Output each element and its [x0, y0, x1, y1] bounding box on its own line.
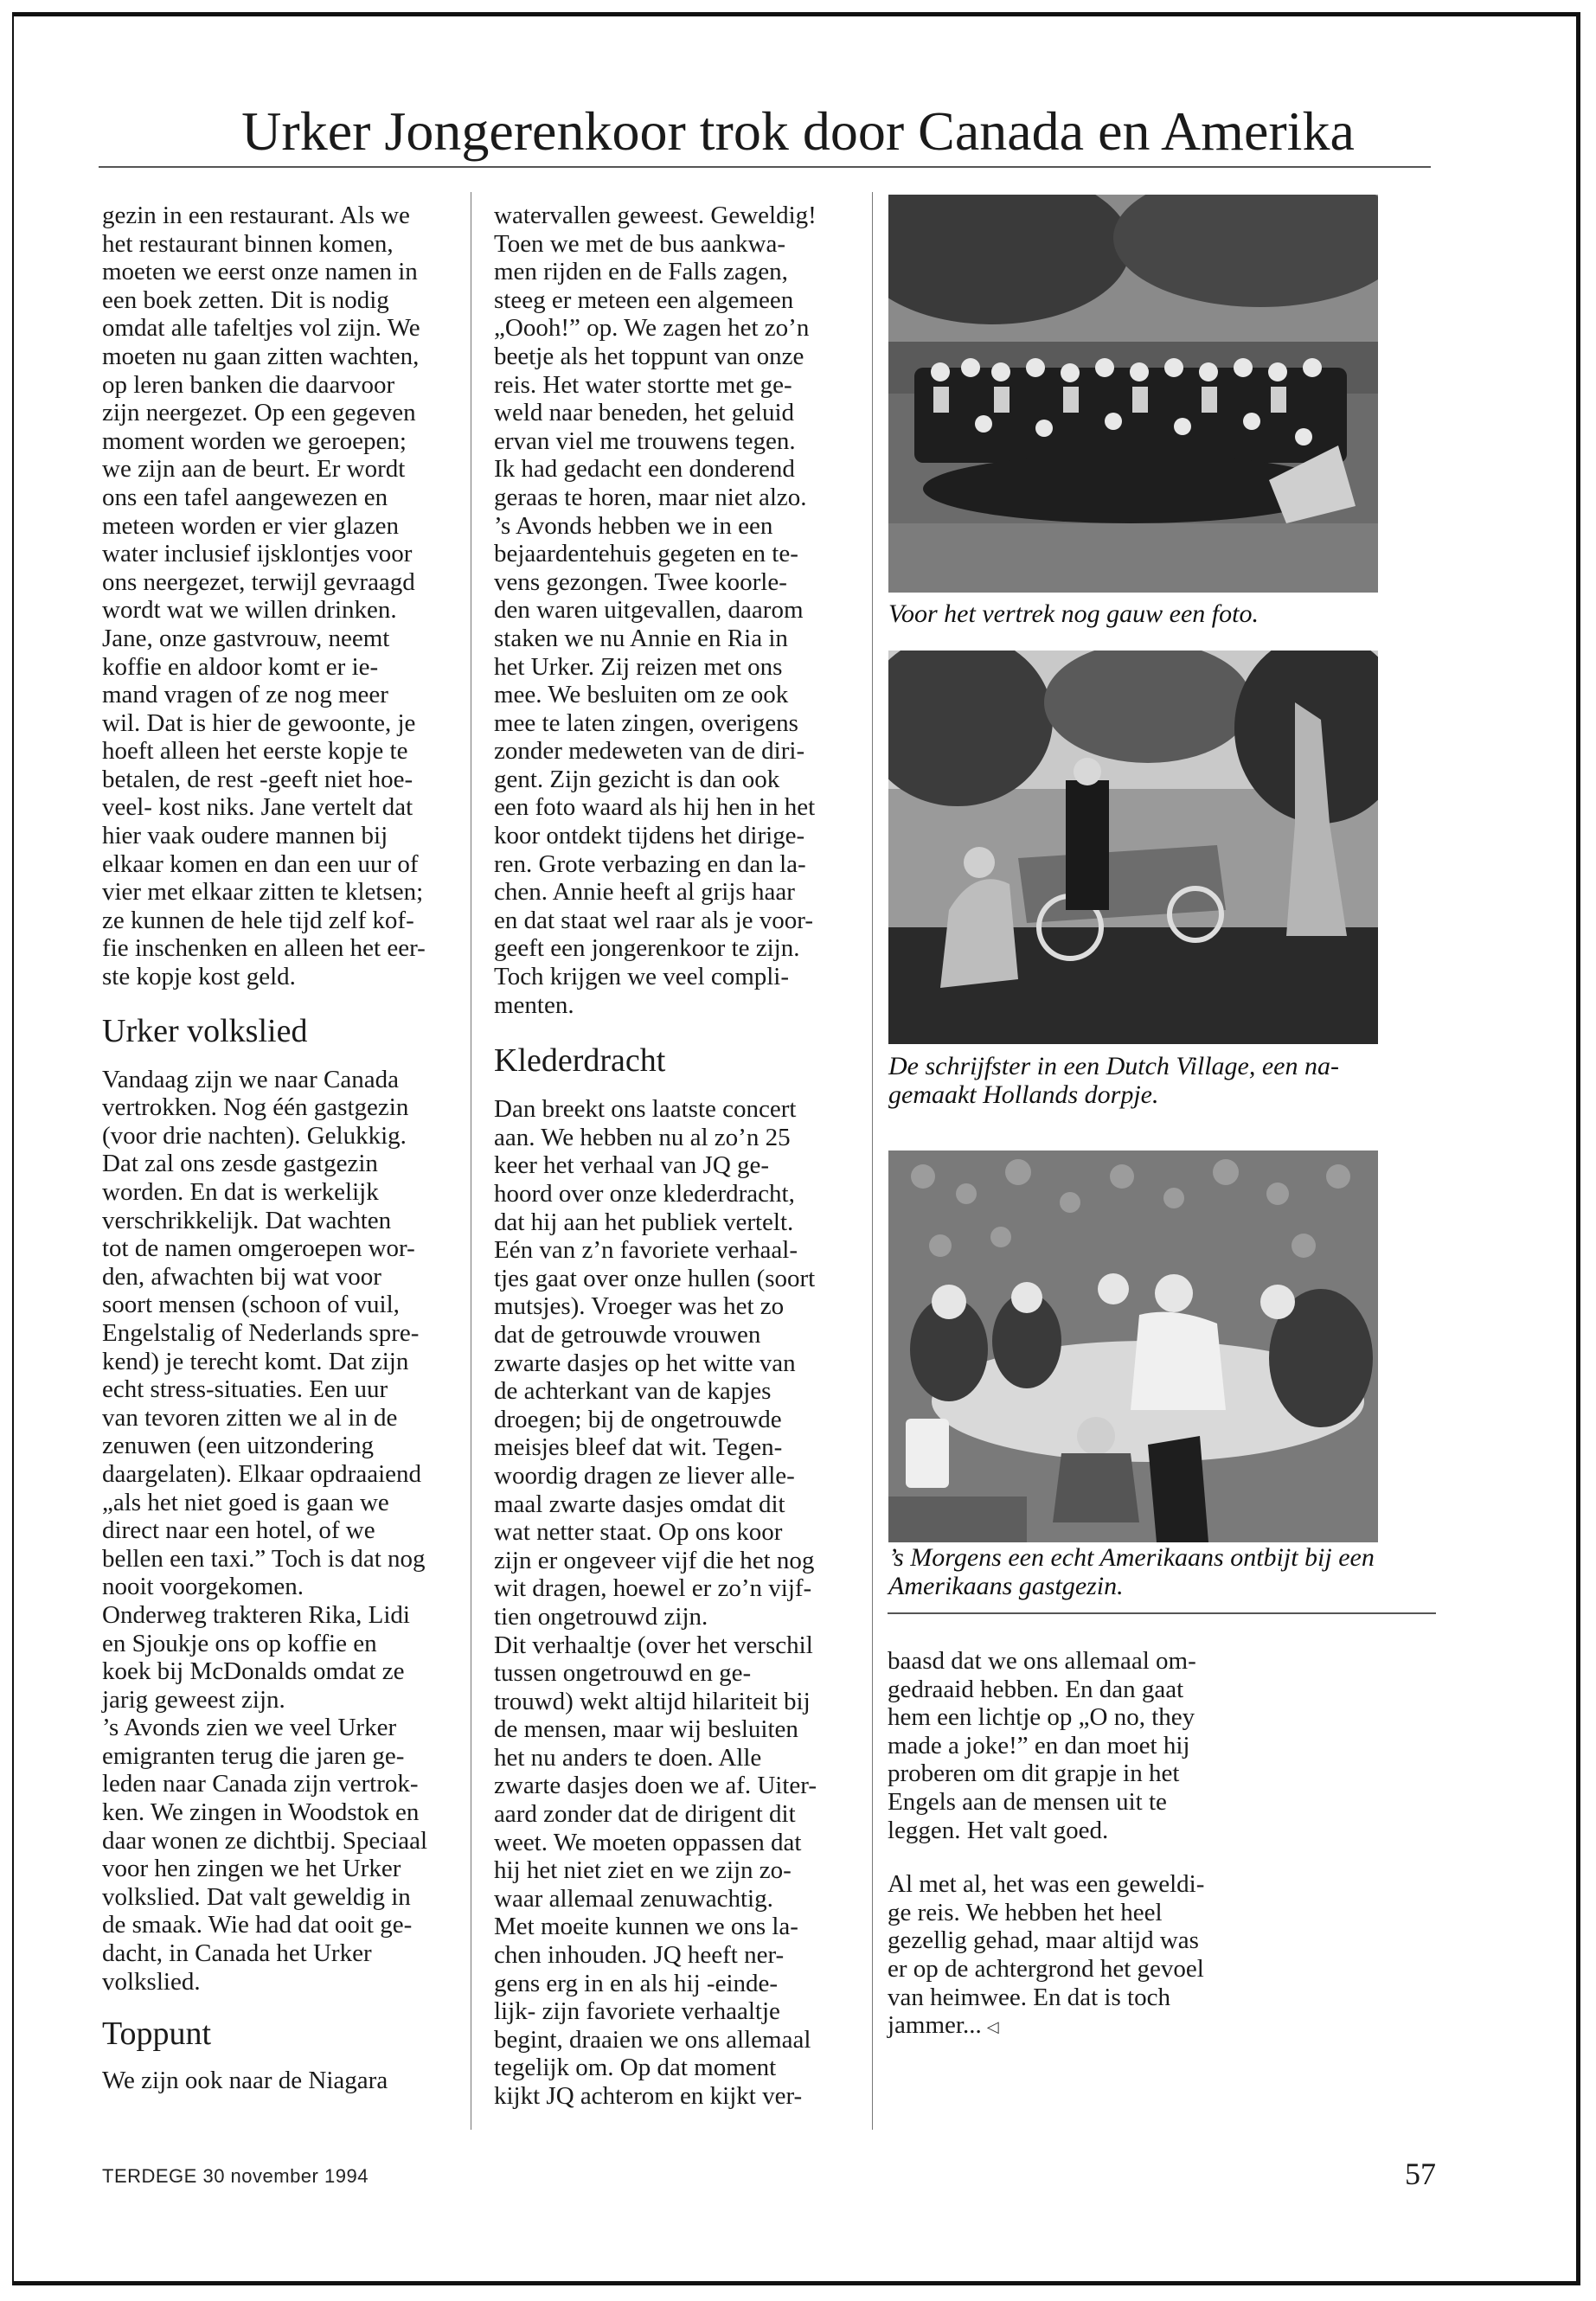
caption-photo-2: De schrijfster in een Dutch Village, een na- gemaakt Hollands dorpje. — [888, 1052, 1339, 1109]
caption-photo-1: Voor het vertrek nog gauw een foto. — [888, 599, 1259, 628]
heading-urker-volkslied: Urker volkslied — [102, 1012, 308, 1049]
col3-paragraph-1: baasd dat we ons allemaal om- gedraaid hebben. En dan gaat hem een lichtje op „O no, they made a joke!” en dan moet hij proberen om dit grapje in het Engels aan de mensen uit te leggen. Het valt goed. — [888, 1647, 1196, 1844]
footer-publication: TERDEGE 30 november 1994 — [102, 2165, 369, 2187]
column-1 — [102, 202, 444, 2095]
column-2 — [494, 202, 857, 2111]
end-of-article-icon: ◁ — [986, 2018, 999, 2036]
breakfast-photo — [888, 1150, 1378, 1542]
caption-rule — [888, 1612, 1436, 1614]
heading-toppunt: Toppunt — [102, 2016, 212, 2053]
col1-paragraph-2: Vandaag zijn we naar Canada vertrokken. Nog één gastgezin (voor drie nachten). Gelukkig. Dat zal ons zesde gastgezin worden. En dat is werkelijk verschrikkelijk. Dat wachten tot de namen omgeroepen wor- den, afwachten bij wat voor soort mensen (schoon of vuil, Engelstalig of Nederlands spre- kend) je terecht komt. Dat zijn echt stress-situaties. Een uur van tevoren zitten we al in de zenuwen (een uitzondering daargelaten). Elkaar opdraaiend „als het niet goed is gaan we direct naar een hotel, of we bellen een taxi.” Toch is dat nog nooit voorgekomen. Onderweg trakteren Rika, Lidi en Sjoukje ons op koffie en koek bij McDonalds omdat ze jarig geweest zijn. ’s Avonds zien we veel Urker emigranten terug die jaren ge- leden naar Canada zijn vertrok- ken. We zingen in Woodstok en daar wonen ze dichtbij. Speciaal voor hen zingen we het Urker volkslied. Dat valt geweldig in de smaak. Wie had dat ooit ge- dacht, in Canada het Urker volkslied. — [102, 1065, 428, 1996]
column-3 — [888, 1647, 1229, 2041]
choir-group-photo — [888, 195, 1378, 593]
col2-paragraph-1: watervallen geweest. Geweldig! Toen we met de bus aankwa- men rijden en de Falls zagen, steeg er meteen een algemeen „Oooh!” op. We zagen het zo’n beetje als het toppunt van onze reis. Het water stortte met ge- weld naar beneden, het geluid ervan viel me trouwens tegen. Ik had gedacht een donderend geraas te horen, maar niet alzo. ’s Avonds hebben we in een bejaardentehuis gegeten en te- vens gezongen. Twee koorle- den waren uitgevallen, daarom staken we nu Annie en Ria in het Urker. Zij reizen met ons mee. We besluiten om ze ook mee te laten zingen, overigens zonder medeweten van de diri- gent. Zijn gezicht is dan ook een foto waard als hij hen in het koor ontdekt tijdens het dirige- ren. Grote verbazing en dan la- chen. Annie heeft al grijs haar en dat staat wel raar als je voor- geeft een jongerenkoor te zijn. Toch krijgen we veel compli- menten. — [494, 202, 817, 1019]
title-rule — [99, 166, 1431, 168]
column-divider-2 — [872, 192, 873, 2130]
col3-paragraph-2-text: Al met al, het was een geweldi- ge reis. We hebben het heel gezellig gehad, maar altijd was er op de achtergrond het gevoel van heimwee. En dat is toch jammer... — [888, 1870, 1205, 2040]
dutch-village-photo — [888, 651, 1378, 1044]
heading-klederdracht: Klederdracht — [494, 1042, 666, 1080]
article-title: Urker Jongerenkoor trok door Canada en Amerika — [241, 100, 1355, 162]
col1-paragraph-1: gezin in een restaurant. Als we het restaurant binnen komen, moeten we eerst onze namen in een boek zetten. Dit is nodig omdat alle tafeltjes vol zijn. We moeten nu gaan zitten wachten, op leren banken die daarvoor zijn neergezet. Op een gegeven moment worden we geroepen; we zijn aan de beurt. Er wordt ons een tafel aangewezen en meteen worden er vier glazen water inclusief ijsklontjes voor ons neergezet, terwijl gevraagd wordt wat we willen drinken. Jane, onze gastvrouw, neemt koffie en aldoor komt er ie- mand vragen of ze nog meer wil. Dat is hier de gewoonte, je hoeft alleen het eerste kopje te betalen, de rest -geeft niet hoe- veel- kost niks. Jane vertelt dat hier vaak oudere mannen bij elkaar komen en dan een uur of vier met elkaar zitten te kletsen; ze kunnen de hele tijd zelf kof- fie inschenken en alleen het eer- ste kopje kost geld. — [102, 202, 426, 991]
col3-paragraph-2 — [888, 1870, 1229, 2041]
col1-paragraph-3: We zijn ook naar de Niagara — [102, 2067, 388, 2095]
page-number: 57 — [1405, 2157, 1436, 2191]
caption-photo-3: ’s Morgens een echt Amerikaans ontbijt bij een Amerikaans gastgezin. — [888, 1543, 1375, 1600]
col2-paragraph-2: Dan breekt ons laatste concert aan. We hebben nu al zo’n 25 keer het verhaal van JQ ge- hoord over onze klederdracht, dat hij aan het publiek vertelt. Eén van z’n favoriete verhaal- tjes gaat over onze hullen (soort mutsjes). Vroeger was het zo dat de getrouwde vrouwen zwarte dasjes op het witte van de achterkant van de kapjes droegen; bij de ongetrouwde meisjes bleef dat wit. Tegen- woordig dragen ze liever alle- maal zwarte dasjes omdat dit wat netter staat. Op ons koor zijn er ongeveer vijf die het nog wit dragen, hoewel er zo’n vijf- tien ongetrouwd zijn. Dit verhaaltje (over het verschil tussen ongetrouwd en ge- trouwd) wekt altijd hilariteit bij de mensen, maar wij besluiten het nu anders te doen. Alle zwarte dasjes doen we af. Uiter- aard zonder dat de dirigent dit weet. We moeten oppassen dat hij het niet ziet en we zijn zo- waar allemaal zenuwachtig. Met moeite kunnen we ons la- chen inhouden. JQ heeft ner- gens erg in en als hij -einde- lijk- zijn favoriete verhaaltje begint, draaien we ons allemaal tegelijk om. Op dat moment kijkt JQ achterom en kijkt ver- — [494, 1095, 817, 2110]
